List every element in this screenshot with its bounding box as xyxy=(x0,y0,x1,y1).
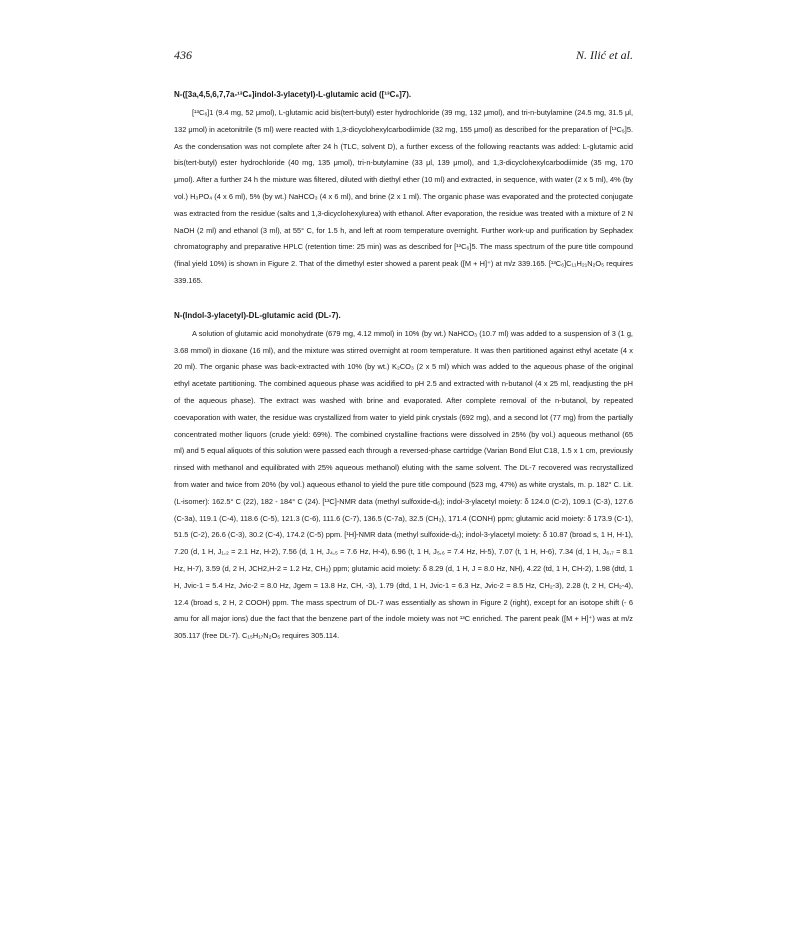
section-heading: N-(Indol-3-ylacetyl)-DL-glutamic acid (DL-7). xyxy=(174,310,341,320)
section-labelled-glutamic-conjugate xyxy=(174,89,633,290)
running-head: N. Ilić et al. xyxy=(576,48,633,62)
section-unlabelled-glutamic-conjugate xyxy=(174,310,633,645)
section-gap xyxy=(174,290,633,310)
page-number: 436 xyxy=(174,48,192,62)
section-heading: N-([3a,4,5,6,7,7a-¹³C₆]indol-3-ylacetyl)-L-glutamic acid ([¹³C₆]7). xyxy=(174,90,412,99)
article-body xyxy=(174,89,633,645)
section-paragraph: [¹³C₆]1 (9.4 mg, 52 μmol), L-glutamic acid bis(tert-butyl) ester hydrochloride (39 mg, 132 μmol), and tri-n-butylamine (24.5 mg, 31.5 μl, 132 μmol) in acetonitrile (5 ml) were reacted with 1,3-dicyclohexylcarbodiimide (32 mg, 155 μmol) as described for the preparation of [¹³C₆]5. As the condensation was not complete after 24 h (TLC, solvent D), a further excess of the following reactants was added: L-glutamic acid bis(tert-butyl) ester hydrochloride (40 mg, 135 μmol), tri-n-butylamine (33 μl, 139 μmol), and 1,3-dicyclohexylcarbodiimide (35 mg, 170 μmol). After a further 24 h the mixture was filtered, diluted with diethyl ether (10 ml) and extracted, in sequence, with water (2 x 5 ml), 4% (by vol.) H₃PO₄ (4 x 6 ml), 5% (by wt.) NaHCO₃ (4 x 6 ml), and brine (2 x 1 ml). The organic phase was evaporated and the protected conjugate was extracted from the residue (salts and 1,3-dicyclohexylurea) with ethanol. After evaporation, the residue was treated with a mixture of 2 N NaOH (2 ml) and ethanol (3 ml), at 55° C, for 1.5 h, and left at room temperature overnight. Further work-up and purification by Sephadex chromatography and preparative HPLC (retention time: 25 min) was as described for [¹³C₆]5. The mass spectrum of the pure title compound (final yield 10%) is shown in Figure 2. That of the dimethyl ester showed a parent peak ([M + H]⁺) at m/z 339.165. [¹³C₆]C₁₁H₂₁N₂O₅ requires 339.165. xyxy=(174,108,633,285)
section-paragraph: A solution of glutamic acid monohydrate (679 mg, 4.12 mmol) in 10% (by wt.) NaHCO₃ (10.7 ml) was added to a suspension of 3 (1 g, 3.68 mmol) in dioxane (16 ml), and the mixture was stirred overnight at room temperature. It was then partitioned against ethyl acetate (4 x 20 ml). The organic phase was back-extracted with 10% (by wt.) K₂CO₃ (2 x 5 ml) which was added to the aqueous phase of the original ethyl acetate partitioning. The combined aqueous phase was acidified to pH 2.5 and extracted with n-butanol (4 x 25 ml, readjusting the pH of the aqueous phase). The extract was washed with brine and evaporated. After complete removal of the n-butanol, by repeated coevaporation with water, the residue was crystallized from water to yield pink crystals (692 mg), and a second lot (77 mg) from the partially concentrated mother liquors (crude yield: 69%). The combined crystalline fractions were dissolved in 25% (by vol.) aqueous methanol (65 ml) and 5 equal aliquots of this solution were passed each through a reversed-phase cartridge (Varian Bond Elut C18, 1.5 x 1 cm, previously rinsed with methanol and equilibrated with 25% aqueous methanol) eluting with the same solvent. The DL-7 recovered was recrystallized from water and twice from 20% (by vol.) aqueous ethanol to yield the pure title compound (523 mg, 47%) as white crystals, m. p. 182° C. Lit. (L-isomer): 162.5° C (22), 182 - 184° C (24). [¹³C]-NMR data (methyl sulfoxide-d₆); indol-3-ylacetyl moiety: δ 124.0 (C-2), 109.1 (C-3), 127.6 (C-3a), 119.1 (C-4), 118.6 (C-5), 121.3 (C-6), 111.6 (C-7), 136.5 (C-7a), 32.5 (CH₂), 171.4 (CONH) ppm; glutamic acid moiety: δ 173.9 (C-1), 51.5 (C-2), 26.6 (C-3), 30.2 (C-4), 174.2 (C-5) ppm. [¹H]-NMR data (methyl sulfoxide-d₆); indol-3-ylacetyl moiety: δ 10.87 (broad s, 1 H, H-1), 7.20 (d, 1 H, J₁,₂ = 2.1 Hz, H-2), 7.56 (d, 1 H, J₄,₅ = 7.6 Hz, H-4), 6.96 (t, 1 H, J₅,₆ = 7.4 Hz, H-5), 7.07 (t, 1 H, H-6), 7.34 (d, 1 H, J₆,₇ = 8.1 Hz, H-7), 3.59 (d, 2 H, JCH2,H-2 = 1.2 Hz, CH₂) ppm; glutamic acid moiety: δ 8.29 (d, 1 H, J = 8.0 Hz, NH), 4.22 (td, 1 H, CH-2), 1.98 (dtd, 1 H, Jvic-1 = 5.4 Hz, Jvic-2 = 8.0 Hz, Jgem = 13.8 Hz, CH, -3), 1.79 (dtd, 1 H, Jvic-1 = 6.3 Hz, Jvic-2 = 8.5 Hz, CH₂-3), 2.28 (t, 2 H, CH₂-4), 12.4 (broad s, 2 H, 2 COOH) ppm. The mass spectrum of DL-7 was essentially as shown in Figure 2 (right), except for an isotope shift (- 6 amu for all major ions) due the fact that the benzene part of the indole moiety was not ¹³C enriched. The parent peak ([M + H]⁺) was at m/z 305.117 (free DL-7). C₁₅H₁₇N₂O₅ requires 305.114. xyxy=(174,328,633,641)
